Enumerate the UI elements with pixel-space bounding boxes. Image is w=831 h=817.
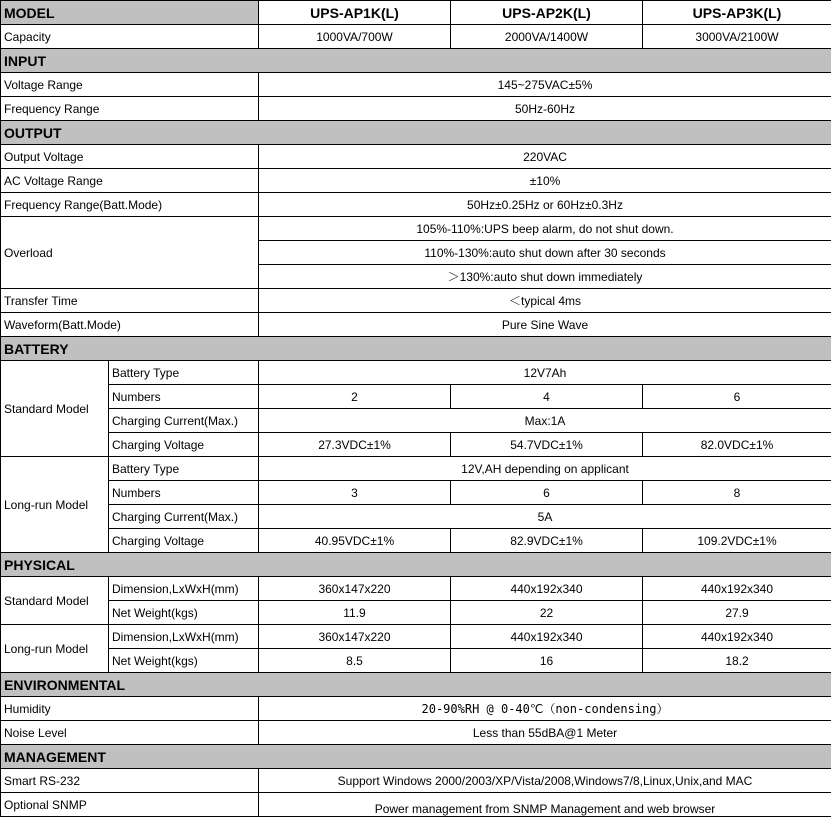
physical-lr-weight-2: 16 [451,649,643,673]
physical-std-dimension-row [1,577,831,601]
humidity-row [1,697,831,721]
capacity-label: Capacity [1,25,259,49]
physical-longrun-model-label: Long-run Model [1,625,109,673]
battery-std-voltage-2: 54.7VDC±1% [451,433,643,457]
overload-value-1: 105%-110%:UPS beep alarm, do not shut down. [259,217,831,241]
physical-std-dimension-3: 440x192x340 [643,577,831,601]
capacity-value-2: 2000VA/1400W [451,25,643,49]
snmp-value: Power management from SNMP Management and web browser [259,793,831,817]
capacity-row [1,25,831,49]
physical-lr-weight-1: 8.5 [259,649,451,673]
noise-label: Noise Level [1,721,259,745]
battery-lr-numbers-1: 3 [259,481,451,505]
physical-std-weight-row [1,601,831,625]
battery-lr-voltage-1: 40.95VDC±1% [259,529,451,553]
physical-std-dimension-label: Dimension,LxWxH(mm) [109,577,259,601]
battery-lr-numbers-3: 8 [643,481,831,505]
output-voltage-value: 220VAC [259,145,831,169]
input-section-row [1,49,831,73]
humidity-label: Humidity [1,697,259,721]
battery-section-row [1,337,831,361]
physical-std-weight-3: 27.9 [643,601,831,625]
physical-standard-model-label: Standard Model [1,577,109,625]
output-voltage-label: Output Voltage [1,145,259,169]
battery-std-current-row [1,409,831,433]
input-frequency-row [1,97,831,121]
humidity-value: 20-90%RH @ 0-40℃（non-condensing） [259,697,831,721]
voltage-range-label: Voltage Range [1,73,259,97]
physical-std-dimension-1: 360x147x220 [259,577,451,601]
battery-lr-type-value: 12V,AH depending on applicant [259,457,831,481]
battery-lr-type-row [1,457,831,481]
snmp-label: Optional SNMP [1,793,259,817]
physical-std-weight-label: Net Weight(kgs) [109,601,259,625]
battery-std-type-label: Battery Type [109,361,259,385]
physical-lr-weight-3: 18.2 [643,649,831,673]
battery-std-voltage-row [1,433,831,457]
battery-lr-type-label: Battery Type [109,457,259,481]
model-name-1: UPS-AP1K(L) [259,1,451,25]
capacity-value-3: 3000VA/2100W [643,25,831,49]
battery-lr-voltage-label: Charging Voltage [109,529,259,553]
rs232-value: Support Windows 2000/2003/XP/Vista/2008,Windows7/8,Linux,Unix,and MAC [259,769,831,793]
output-voltage-row [1,145,831,169]
section-header-output: OUTPUT [1,121,831,145]
environmental-section-row [1,673,831,697]
voltage-range-row [1,73,831,97]
transfer-time-label: Transfer Time [1,289,259,313]
battery-std-current-value: Max:1A [259,409,831,433]
management-section-row [1,745,831,769]
battery-std-numbers-2: 4 [451,385,643,409]
noise-value: Less than 55dBA@1 Meter [259,721,831,745]
model-row [1,1,831,25]
battery-std-voltage-label: Charging Voltage [109,433,259,457]
overload-value-2: 110%-130%:auto shut down after 30 seconds [259,241,831,265]
battery-lr-current-label: Charging Current(Max.) [109,505,259,529]
battery-lr-current-row [1,505,831,529]
battery-std-type-row [1,361,831,385]
physical-lr-dimension-row [1,625,831,649]
battery-lr-numbers-row [1,481,831,505]
battery-lr-voltage-2: 82.9VDC±1% [451,529,643,553]
waveform-row [1,313,831,337]
battery-longrun-model-label: Long-run Model [1,457,109,553]
ac-voltage-range-row [1,169,831,193]
rs232-label: Smart RS-232 [1,769,259,793]
voltage-range-value: 145~275VAC±5% [259,73,831,97]
battery-std-numbers-label: Numbers [109,385,259,409]
input-frequency-value: 50Hz-60Hz [259,97,831,121]
capacity-value-1: 1000VA/700W [259,25,451,49]
physical-lr-weight-row [1,649,831,673]
noise-row [1,721,831,745]
batt-frequency-row [1,193,831,217]
physical-lr-dimension-2: 440x192x340 [451,625,643,649]
overload-label: Overload [1,217,259,289]
battery-std-numbers-3: 6 [643,385,831,409]
batt-frequency-value: 50Hz±0.25Hz or 60Hz±0.3Hz [259,193,831,217]
battery-std-voltage-3: 82.0VDC±1% [643,433,831,457]
model-name-3: UPS-AP3K(L) [643,1,831,25]
battery-lr-current-value: 5A [259,505,831,529]
transfer-time-value: ＜typical 4ms [259,289,831,313]
physical-lr-dimension-1: 360x147x220 [259,625,451,649]
section-header-environmental: ENVIRONMENTAL [1,673,831,697]
overload-row-1 [1,217,831,241]
battery-std-numbers-row [1,385,831,409]
battery-std-voltage-1: 27.3VDC±1% [259,433,451,457]
rs232-row [1,769,831,793]
physical-std-dimension-2: 440x192x340 [451,577,643,601]
waveform-label: Waveform(Batt.Mode) [1,313,259,337]
battery-std-numbers-1: 2 [259,385,451,409]
ac-voltage-range-label: AC Voltage Range [1,169,259,193]
section-header-model: MODEL [1,1,259,25]
ac-voltage-range-value: ±10% [259,169,831,193]
section-header-input: INPUT [1,49,831,73]
section-header-physical: PHYSICAL [1,553,831,577]
physical-lr-dimension-3: 440x192x340 [643,625,831,649]
battery-lr-numbers-2: 6 [451,481,643,505]
battery-standard-model-label: Standard Model [1,361,109,457]
battery-std-current-label: Charging Current(Max.) [109,409,259,433]
model-name-2: UPS-AP2K(L) [451,1,643,25]
output-section-row [1,121,831,145]
section-header-management: MANAGEMENT [1,745,831,769]
battery-std-type-value: 12V7Ah [259,361,831,385]
battery-lr-voltage-row [1,529,831,553]
battery-lr-voltage-3: 109.2VDC±1% [643,529,831,553]
section-header-battery: BATTERY [1,337,831,361]
physical-std-weight-1: 11.9 [259,601,451,625]
physical-lr-weight-label: Net Weight(kgs) [109,649,259,673]
batt-frequency-label: Frequency Range(Batt.Mode) [1,193,259,217]
physical-std-weight-2: 22 [451,601,643,625]
snmp-row [1,793,831,817]
overload-value-3: ＞130%:auto shut down immediately [259,265,831,289]
transfer-time-row [1,289,831,313]
battery-lr-numbers-label: Numbers [109,481,259,505]
waveform-value: Pure Sine Wave [259,313,831,337]
input-frequency-label: Frequency Range [1,97,259,121]
physical-lr-dimension-label: Dimension,LxWxH(mm) [109,625,259,649]
physical-section-row [1,553,831,577]
